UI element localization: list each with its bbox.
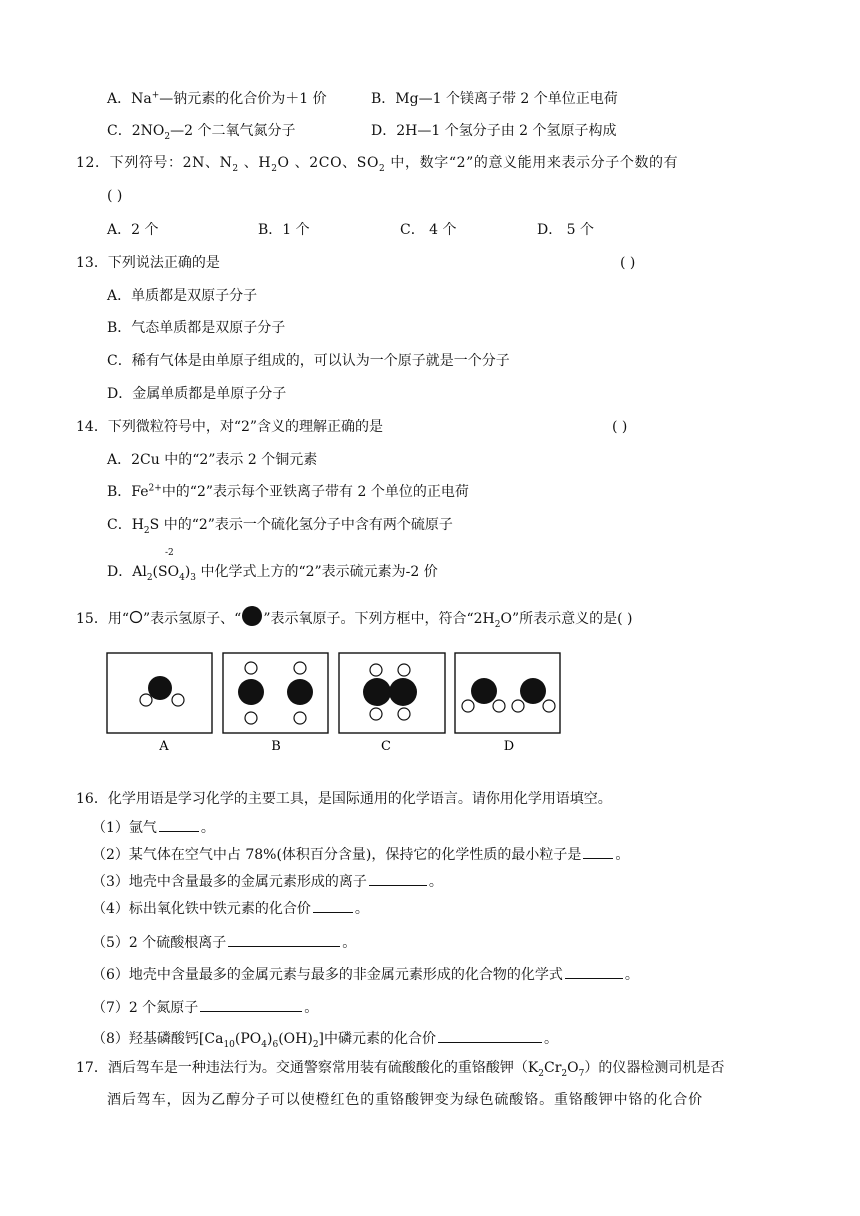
q14-option-d: D．$Al_2(SO_4)_3$ 中化学式上方的“2”表示硫元素为-2 价 <box>107 564 438 583</box>
hydrogen-atom <box>140 694 152 706</box>
q15-box-a-label: A <box>159 739 169 754</box>
hydrogen-atom <box>462 700 474 712</box>
oxygen-atom <box>148 676 172 700</box>
hydrogen-atom <box>543 700 555 712</box>
answer-blank[interactable] <box>438 1027 542 1043</box>
oxygen-atom <box>471 678 497 704</box>
q16-item-7: （7）2 个氮原子 。 <box>92 996 318 1018</box>
q16-item-1: （1）氩气 。 <box>92 816 215 838</box>
hydrogen-atom <box>245 662 257 674</box>
hydrogen-atom <box>294 712 306 724</box>
q16-item-6: （6）地壳中含量最多的金属元素与最多的非金属元素形成的化合物的化学式 。 <box>92 963 639 985</box>
answer-blank[interactable] <box>565 963 623 979</box>
answer-blank[interactable] <box>313 897 353 913</box>
answer-blank[interactable] <box>228 931 340 947</box>
q13-stem: 13．下列说法正确的是 <box>76 255 220 271</box>
q14-stem: 14．下列微粒符号中，对“2”含义的理解正确的是 <box>76 419 384 435</box>
q15-box-b-label: B <box>271 739 281 754</box>
q12-option-c: C． 4 个 <box>400 222 457 238</box>
q16-stem: 16．化学用语是学习化学的主要工具，是国际通用的化学语言。请你用化学用语填空。 <box>76 791 612 807</box>
oxygen-atom <box>238 679 264 705</box>
q11-option-a: A．Na+—钠元素的化合价为＋1 价 <box>107 90 327 107</box>
q11-option-c: C．$2NO_2—2$ 个二氧气氮分子 <box>107 123 296 142</box>
oxygen-atom <box>389 678 417 706</box>
oxygen-atom <box>363 678 391 706</box>
q16-item-2: （2）某气体在空气中占 78%(体积百分含量)，保持它的化学性质的最小粒子是 。 <box>92 843 629 865</box>
q17-line-1: 17．酒后驾车是一种违法行为。交通警察常用装有硫酸酸化的重铬酸钾$(K_2Cr_2O_7)$的仪器检测司机是否 <box>76 1060 725 1079</box>
q15-box-d-label: D <box>503 739 515 754</box>
q13-answer-paren: ( ) <box>620 255 636 271</box>
q14-option-a: A．2Cu 中的“2”表示 2 个铜元素 <box>107 452 318 468</box>
oxygen-atom-icon <box>241 605 263 627</box>
q12-option-a: A．2 个 <box>107 222 159 238</box>
q12-stem: 12．下列符号：2N、$N_2$ 、$H_2O$ 、2CO、$SO_2$ 中，数字“2”的意义能用来表示分子个数的有 <box>76 155 679 174</box>
q13-option-b: B．气态单质都是双原子分子 <box>107 320 286 336</box>
q12-answer-paren: ( ) <box>107 188 123 204</box>
q16-item-4: （4）标出氧化铁中铁元素的化合价 。 <box>92 897 369 919</box>
hydrogen-atom <box>493 700 505 712</box>
q16-item-5: （5）2 个硫酸根离子 。 <box>92 931 356 953</box>
q15-stem: 15．用“ ”表示氢原子、“ ”表示氧原子。下列方框中，符合“$2H_2O$”所表示意义的是( ) <box>76 605 633 629</box>
q12-option-d: D． 5 个 <box>537 222 595 238</box>
hydrogen-atom <box>370 708 382 720</box>
q14-option-b: B．$Fe^{2+}$中的“2”表示每个亚铁离子带有 2 个单位的正电荷 <box>107 483 469 500</box>
q15-box-b <box>223 653 328 754</box>
q11-option-d: D．2H—1 个氢分子由 2 个氢原子构成 <box>371 123 617 139</box>
oxygen-atom <box>287 679 313 705</box>
hydrogen-atom <box>398 708 410 720</box>
q15-box-c <box>339 653 445 754</box>
oxygen-atom <box>520 678 546 704</box>
q15-box-d <box>455 653 560 754</box>
q15-molecule-boxes <box>100 648 570 758</box>
answer-blank[interactable] <box>583 843 613 859</box>
answer-blank[interactable] <box>200 996 302 1012</box>
q14-option-c: C．$H_2S$ 中的“2”表示一个硫化氢分子中含有两个硫原子 <box>107 517 453 536</box>
q15-box-c-label: C <box>381 739 391 754</box>
q15-box-a <box>107 653 212 754</box>
hydrogen-atom <box>172 694 184 706</box>
q11-option-b: B．Mg—1 个镁离子带 2 个单位正电荷 <box>371 91 618 107</box>
q16-item-8: （8）羟基磷酸钙$[Ca_{10}(PO_4)_6(OH)_2]$中磷元素的化合价 。 <box>92 1027 558 1049</box>
q16-item-3: （3）地壳中含量最多的金属元素形成的离子 。 <box>92 870 443 892</box>
hydrogen-atom <box>294 662 306 674</box>
answer-blank[interactable] <box>159 816 199 832</box>
q13-option-a: A．单质都是双原子分子 <box>107 288 258 304</box>
answer-blank[interactable] <box>369 870 427 886</box>
q17-line-2: 酒后驾车，因为乙醇分子可以使橙红色的重铬酸钾变为绿色硫酸铬。重铬酸钾中铬的化合价 <box>107 1092 703 1108</box>
hydrogen-atom <box>512 700 524 712</box>
hydrogen-atom <box>245 712 257 724</box>
hydrogen-atom-icon <box>129 610 143 624</box>
hydrogen-atom <box>398 664 410 676</box>
q14-answer-paren: ( ) <box>612 419 628 435</box>
q13-option-d: D．金属单质都是单原子分子 <box>107 386 287 402</box>
hydrogen-atom <box>370 664 382 676</box>
q13-option-c: C．稀有气体是由单原子组成的，可以认为一个原子就是一个分子 <box>107 353 510 369</box>
q12-option-b: B．1 个 <box>258 222 310 238</box>
q14-option-d-valence-mark: -2 <box>165 548 174 558</box>
